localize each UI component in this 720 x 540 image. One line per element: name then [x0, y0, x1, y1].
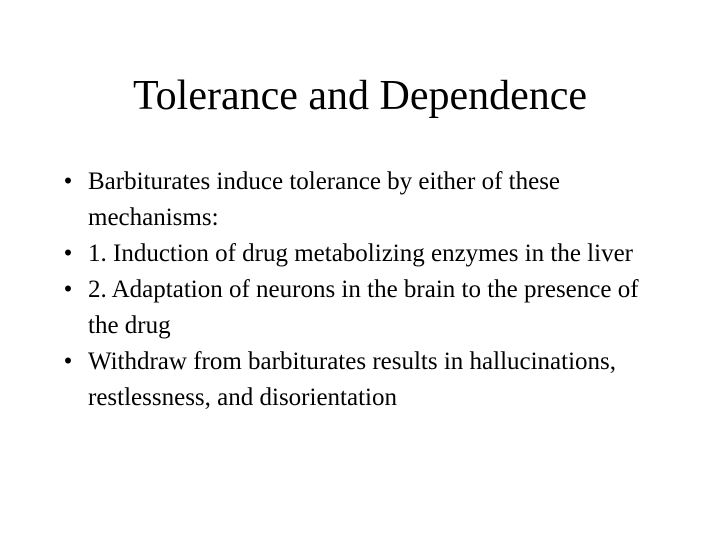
- bullet-dot-icon: •: [63, 240, 73, 267]
- bullet-list: [58, 164, 668, 416]
- bullet-dot-icon: •: [63, 348, 73, 375]
- bullet-item: [58, 272, 668, 344]
- bullet-text: 2. Adaptation of neurons in the brain to the presence of the drug: [88, 276, 639, 339]
- bullet-dot-icon: •: [63, 276, 73, 303]
- bullet-item: [58, 164, 668, 236]
- bullet-item: [58, 344, 668, 416]
- slide-title: Tolerance and Dependence: [132, 73, 588, 119]
- bullet-text: Withdraw from barbiturates results in hallucinations, restlessness, and disorientation: [88, 348, 617, 411]
- bullet-dot-icon: •: [63, 168, 73, 195]
- bullet-item: [58, 236, 668, 272]
- bullet-text: Barbiturates induce tolerance by either of these mechanisms:: [88, 168, 561, 231]
- bullet-text: 1. Induction of drug metabolizing enzymes in the liver: [88, 240, 633, 267]
